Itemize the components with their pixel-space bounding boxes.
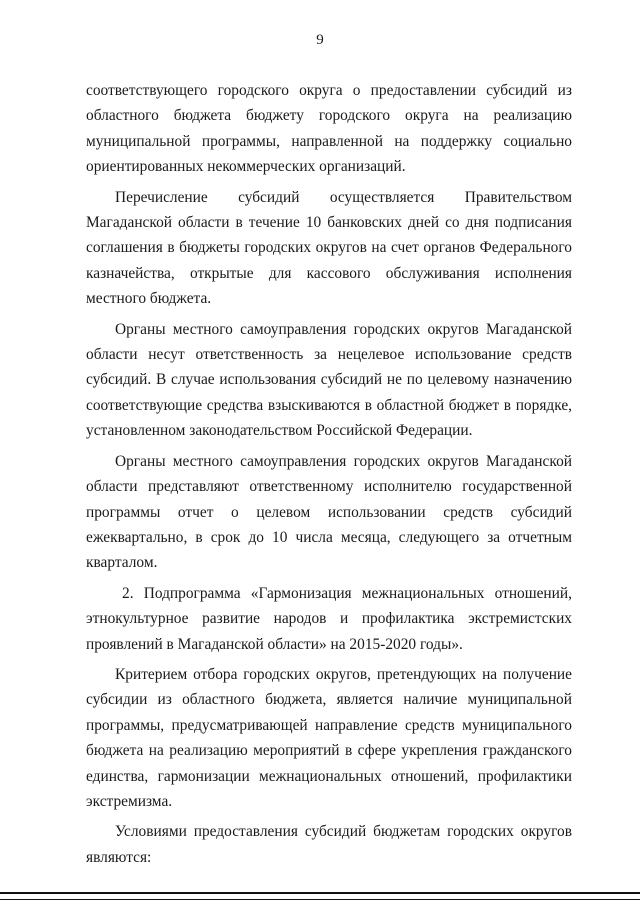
paragraph-reporting: Органы местного самоуправления городских округов Магаданской области представляют ответственному исполнителю государственной программы отчет о целевом использовании средств субсидий ежеквартально, в срок до 10 числа месяца, следующего за отчетным кварталом. [86,452,572,572]
paragraph-conditions: Условиями предоставления субсидий бюджетам городских округов являются: [86,823,572,866]
page-number: 9 [316,32,324,48]
paragraph-continuation: соответствующего городского округа о предоставлении субсидий из областного бюджета бюджету городского округа на реализацию муниципальной программы, направленной на поддержку социально ориентированных некоммерческих организаций. [86,82,572,176]
document-body [86,78,572,870]
paragraph-subprogram-heading: 2. Подпрограмма «Гармонизация межнациональных отношений, этнокультурное развитие народов и профилактика экстремистских проявлений в Магаданской области» на 2015-2020 годы». [86,584,572,653]
scan-edge-line [0,899,640,900]
scan-edge-line [0,892,640,894]
paragraph-selection-criterion: Критерием отбора городских округов, претендующих на получение субсидии из областного бюджета, является наличие муниципальной программы, предусматривающей направление средств муниципального бюджета на реализацию мероприятий в сфере укрепления гражданского единства, гармонизации межнациональных отношений, профилактики экстремизма. [86,665,572,810]
paragraph-responsibility: Органы местного самоуправления городских округов Магаданской области несут ответственность за нецелевое использование средств субсидий. В случае использования субсидий не по целевому назначению соответствующие средства взыскиваются в областной бюджет в порядке, установленном законодательством Российской Федерации. [86,320,572,440]
paragraph-subsidy-transfer: Перечисление субсидий осуществляется Правительством Магаданской области в течение 10 банковских дней со дня подписания соглашения в бюджеты городских округов на счет органов Федерального казначейства, открытые для кассового обслуживания исполнения местного бюджета. [86,188,572,308]
